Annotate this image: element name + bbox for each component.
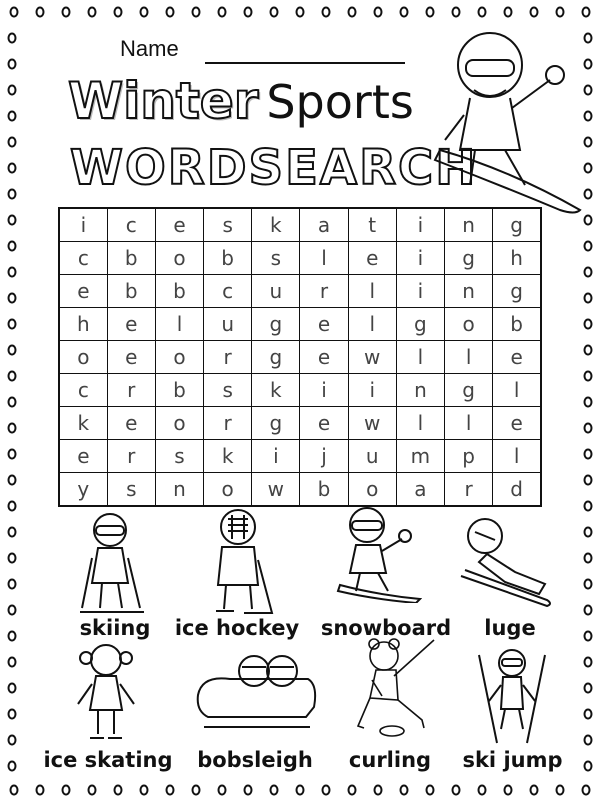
snowboarder-icon xyxy=(332,503,422,603)
word-label-snowboard: snowboard xyxy=(320,616,452,640)
border-dot xyxy=(585,372,592,381)
grid-cell[interactable]: p xyxy=(445,439,493,472)
grid-cell[interactable]: b xyxy=(155,275,203,308)
curler-icon xyxy=(352,636,447,744)
grid-cell[interactable]: o xyxy=(204,472,252,506)
grid-cell[interactable]: o xyxy=(59,340,107,373)
ice-skater-icon xyxy=(72,640,142,745)
border-dot xyxy=(585,710,592,719)
border-dot xyxy=(453,786,460,795)
border-dot xyxy=(271,8,278,17)
hockey-player-icon xyxy=(200,505,280,617)
border-dot xyxy=(9,528,16,537)
border-dot xyxy=(141,786,148,795)
border-dot xyxy=(585,86,592,95)
border-dot xyxy=(9,502,16,511)
border-dot xyxy=(531,786,538,795)
word-label-ski-jump: ski jump xyxy=(462,748,563,772)
border-dot xyxy=(479,786,486,795)
border-dot xyxy=(583,8,590,17)
grid-cell[interactable]: l xyxy=(493,373,541,406)
grid-cell[interactable]: l xyxy=(348,275,396,308)
word-label-ice-skating: ice skating xyxy=(43,748,173,772)
border-dot xyxy=(167,8,174,17)
grid-cell[interactable]: n xyxy=(445,275,493,308)
grid-cell[interactable]: b xyxy=(204,242,252,275)
grid-cell[interactable]: u xyxy=(204,308,252,341)
grid-cell[interactable]: g xyxy=(445,242,493,275)
border-dot xyxy=(11,8,18,17)
border-dot xyxy=(9,346,16,355)
border-dot xyxy=(9,190,16,199)
ski-jumper-icon xyxy=(475,645,550,745)
grid-cell[interactable]: g xyxy=(252,406,300,439)
grid-cell[interactable]: e xyxy=(59,275,107,308)
border-dot xyxy=(585,112,592,121)
grid-cell[interactable]: u xyxy=(348,439,396,472)
border-dot xyxy=(585,216,592,225)
border-dot xyxy=(115,786,122,795)
grid-cell[interactable]: i xyxy=(300,373,348,406)
grid-cell[interactable]: g xyxy=(493,275,541,308)
border-dot xyxy=(219,786,226,795)
grid-row xyxy=(59,373,541,406)
grid-cell[interactable]: c xyxy=(107,208,155,242)
border-dot xyxy=(585,684,592,693)
grid-cell[interactable]: r xyxy=(445,472,493,506)
grid-cell[interactable]: l xyxy=(155,308,203,341)
word-label-luge: luge xyxy=(484,616,536,640)
grid-cell[interactable]: g xyxy=(252,308,300,341)
grid-cell[interactable]: s xyxy=(204,373,252,406)
border-dot xyxy=(585,528,592,537)
skier-icon xyxy=(78,508,148,618)
border-dot xyxy=(9,606,16,615)
border-dot xyxy=(9,736,16,745)
border-dot xyxy=(9,112,16,121)
border-dot xyxy=(585,658,592,667)
name-label: Name xyxy=(120,36,179,61)
grid-cell[interactable]: k xyxy=(59,406,107,439)
grid-cell[interactable]: e xyxy=(493,340,541,373)
page-subtitle: WORDSEARCH xyxy=(70,140,478,196)
grid-cell[interactable]: s xyxy=(107,472,155,506)
border-dot xyxy=(245,786,252,795)
grid-cell[interactable]: a xyxy=(300,208,348,242)
grid-row xyxy=(59,208,541,242)
word-label-ice-hockey: ice hockey xyxy=(174,616,300,640)
border-dot xyxy=(585,60,592,69)
border-dot xyxy=(9,294,16,303)
grid-cell[interactable]: l xyxy=(396,406,444,439)
grid-row xyxy=(59,340,541,373)
snowboarder-illustration-icon xyxy=(430,20,585,215)
border-dot xyxy=(585,762,592,771)
border-dot xyxy=(375,8,382,17)
border-dot xyxy=(585,736,592,745)
border-dot xyxy=(245,8,252,17)
grid-cell[interactable]: s xyxy=(252,242,300,275)
border-dot xyxy=(401,786,408,795)
word-label-bobsleigh: bobsleigh xyxy=(197,748,313,772)
border-dot xyxy=(557,786,564,795)
border-dot xyxy=(9,372,16,381)
border-dot xyxy=(37,8,44,17)
grid-row xyxy=(59,242,541,275)
border-dot xyxy=(193,8,200,17)
border-dot xyxy=(585,398,592,407)
border-dot xyxy=(9,60,16,69)
grid-cell[interactable]: m xyxy=(396,439,444,472)
border-dot xyxy=(9,632,16,641)
grid-cell[interactable]: r xyxy=(204,406,252,439)
luge-icon xyxy=(455,512,555,607)
border-dot xyxy=(9,580,16,589)
border-dot xyxy=(9,476,16,485)
border-dot xyxy=(583,786,590,795)
border-dot xyxy=(585,320,592,329)
grid-cell[interactable]: h xyxy=(59,308,107,341)
border-dot xyxy=(9,34,16,43)
grid-cell[interactable]: c xyxy=(204,275,252,308)
grid-cell[interactable]: l xyxy=(300,242,348,275)
grid-cell[interactable]: o xyxy=(155,242,203,275)
border-dot xyxy=(531,8,538,17)
grid-cell[interactable]: o xyxy=(348,472,396,506)
grid-cell[interactable]: r xyxy=(204,340,252,373)
grid-cell[interactable]: l xyxy=(348,308,396,341)
border-dot xyxy=(427,8,434,17)
border-dot xyxy=(63,786,70,795)
border-dot xyxy=(37,786,44,795)
border-dot xyxy=(9,242,16,251)
grid-cell[interactable]: o xyxy=(155,340,203,373)
grid-cell[interactable]: i xyxy=(59,208,107,242)
grid-cell[interactable]: b xyxy=(107,242,155,275)
grid-row xyxy=(59,275,541,308)
border-dot xyxy=(9,138,16,147)
border-dot xyxy=(9,268,16,277)
grid-cell[interactable]: e xyxy=(300,340,348,373)
border-dot xyxy=(427,786,434,795)
grid-cell[interactable]: s xyxy=(155,439,203,472)
grid-cell[interactable]: e xyxy=(348,242,396,275)
border-dot xyxy=(585,424,592,433)
grid-cell[interactable]: g xyxy=(252,340,300,373)
border-dot xyxy=(349,8,356,17)
border-dot xyxy=(9,684,16,693)
border-dot xyxy=(9,216,16,225)
grid-cell[interactable]: w xyxy=(348,340,396,373)
border-dot xyxy=(89,8,96,17)
border-dot xyxy=(9,658,16,667)
grid-cell[interactable]: g xyxy=(445,373,493,406)
word-label-skiing: skiing xyxy=(79,616,151,640)
grid-cell[interactable]: l xyxy=(445,340,493,373)
grid-cell[interactable]: i xyxy=(396,208,444,242)
border-dot xyxy=(297,8,304,17)
border-dot xyxy=(453,8,460,17)
border-dot xyxy=(9,86,16,95)
wordsearch-grid xyxy=(58,207,542,507)
grid-cell[interactable]: w xyxy=(348,406,396,439)
title-winter: Winter xyxy=(68,72,259,130)
grid-cell[interactable]: i xyxy=(396,275,444,308)
grid-cell[interactable]: c xyxy=(59,373,107,406)
border-dot xyxy=(9,398,16,407)
border-dot xyxy=(585,450,592,459)
grid-cell[interactable]: b xyxy=(155,373,203,406)
border-dot xyxy=(9,320,16,329)
grid-cell[interactable]: g xyxy=(396,308,444,341)
border-dot xyxy=(349,786,356,795)
grid-cell[interactable]: l xyxy=(396,340,444,373)
grid-cell[interactable]: e xyxy=(300,308,348,341)
word-label-curling: curling xyxy=(348,748,432,772)
border-dot xyxy=(271,786,278,795)
border-dot xyxy=(11,786,18,795)
grid-cell[interactable]: k xyxy=(252,373,300,406)
border-dot xyxy=(9,450,16,459)
border-dot xyxy=(63,8,70,17)
border-dot xyxy=(141,8,148,17)
border-dot xyxy=(9,424,16,433)
grid-cell[interactable]: s xyxy=(204,208,252,242)
grid-cell[interactable]: e xyxy=(493,406,541,439)
border-dot xyxy=(585,268,592,277)
grid-cell[interactable]: g xyxy=(493,208,541,242)
border-dot xyxy=(585,294,592,303)
border-dot xyxy=(323,786,330,795)
bobsleigh-icon xyxy=(190,645,320,735)
grid-cell[interactable]: y xyxy=(59,472,107,506)
border-dot xyxy=(193,786,200,795)
border-dot xyxy=(585,554,592,563)
border-dot xyxy=(89,786,96,795)
border-dot xyxy=(585,138,592,147)
grid-cell[interactable]: o xyxy=(445,308,493,341)
grid-row xyxy=(59,406,541,439)
border-dot xyxy=(505,8,512,17)
grid-cell[interactable]: r xyxy=(107,439,155,472)
grid-cell[interactable]: d xyxy=(493,472,541,506)
border-dot xyxy=(9,762,16,771)
border-dot xyxy=(585,346,592,355)
grid-cell[interactable]: u xyxy=(252,275,300,308)
border-dot xyxy=(167,786,174,795)
grid-cell[interactable]: n xyxy=(396,373,444,406)
grid-cell[interactable]: n xyxy=(445,208,493,242)
border-dot xyxy=(585,580,592,589)
grid-cell[interactable]: k xyxy=(204,439,252,472)
grid-cell[interactable]: i xyxy=(252,439,300,472)
border-dot xyxy=(219,8,226,17)
border-dot xyxy=(585,34,592,43)
border-dot xyxy=(323,8,330,17)
title-sports: Sports xyxy=(266,75,414,129)
grid-cell[interactable]: b xyxy=(493,308,541,341)
name-input-line[interactable] xyxy=(205,62,405,64)
border-dot xyxy=(297,786,304,795)
grid-cell[interactable]: j xyxy=(300,439,348,472)
grid-cell[interactable]: b xyxy=(107,275,155,308)
grid-cell[interactable]: t xyxy=(348,208,396,242)
grid-cell[interactable]: h xyxy=(493,242,541,275)
border-dot xyxy=(585,502,592,511)
grid-cell[interactable]: l xyxy=(493,439,541,472)
border-dot xyxy=(9,710,16,719)
page-title xyxy=(68,72,414,130)
border-dot xyxy=(585,632,592,641)
border-dot xyxy=(585,164,592,173)
grid-cell[interactable]: c xyxy=(59,242,107,275)
grid-cell[interactable]: b xyxy=(300,472,348,506)
grid-cell[interactable]: i xyxy=(348,373,396,406)
border-dot xyxy=(115,8,122,17)
grid-cell[interactable]: w xyxy=(252,472,300,506)
grid-cell[interactable]: k xyxy=(252,208,300,242)
grid-cell[interactable]: n xyxy=(155,472,203,506)
grid-row xyxy=(59,472,541,506)
border-dot xyxy=(9,554,16,563)
grid-row xyxy=(59,439,541,472)
grid-cell[interactable]: e xyxy=(107,340,155,373)
grid-cell[interactable]: r xyxy=(107,373,155,406)
grid-cell[interactable]: e xyxy=(59,439,107,472)
border-dot xyxy=(505,786,512,795)
grid-cell[interactable]: l xyxy=(445,406,493,439)
border-dot xyxy=(585,190,592,199)
border-dot xyxy=(375,786,382,795)
grid-cell[interactable]: e xyxy=(107,406,155,439)
grid-cell[interactable]: o xyxy=(155,406,203,439)
border-dot xyxy=(9,164,16,173)
grid-row xyxy=(59,308,541,341)
grid-cell[interactable]: i xyxy=(396,242,444,275)
grid-cell[interactable]: r xyxy=(300,275,348,308)
border-dot xyxy=(479,8,486,17)
border-dot xyxy=(401,8,408,17)
border-dot xyxy=(585,476,592,485)
grid-cell[interactable]: e xyxy=(155,208,203,242)
border-dot xyxy=(557,8,564,17)
border-dot xyxy=(585,606,592,615)
border-dot xyxy=(585,242,592,251)
grid-cell[interactable]: a xyxy=(396,472,444,506)
grid-cell[interactable]: e xyxy=(107,308,155,341)
grid-cell[interactable]: e xyxy=(300,406,348,439)
